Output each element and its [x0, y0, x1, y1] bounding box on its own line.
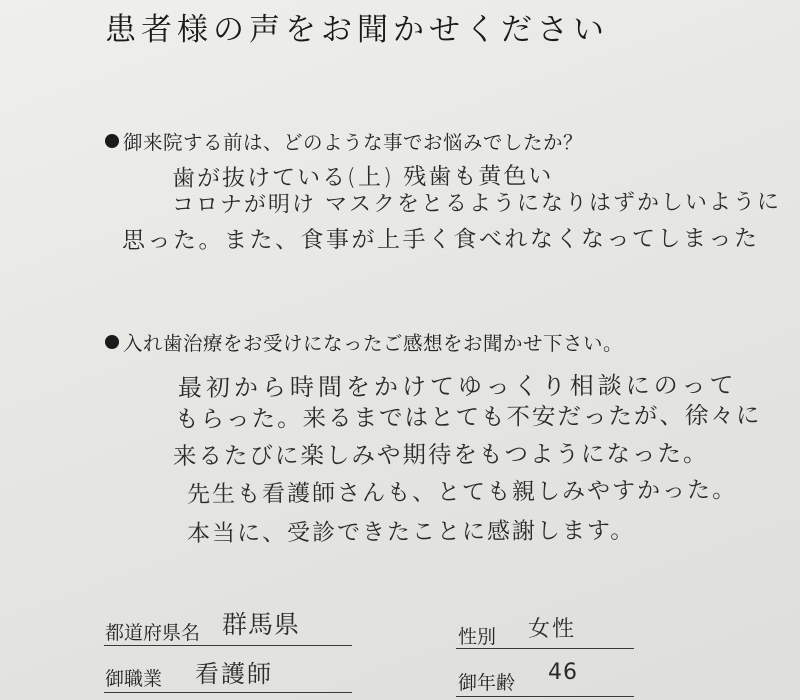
answer-1-line-1: 歯が抜けている(上) 残歯も黄色い — [171, 163, 554, 192]
question-2 — [105, 328, 623, 356]
answer-2-line-4: 先生も看護師さんも、とても親しみやすかった。 — [186, 477, 738, 508]
answer-2-line-1: 最初から時間をかけてゆっくり相談にのって — [177, 371, 738, 402]
age-value: 46 — [548, 660, 578, 685]
answer-2-line-3: 来るたびに楽しみや期待をもつようになった。 — [172, 439, 709, 470]
age-label: 御年齢 — [458, 672, 516, 694]
answer-2-line-2: もらった。来るまではとても不安だったが、徐々に — [174, 400, 762, 433]
sex-underline — [456, 648, 634, 649]
prefecture-label: 都道府県名 — [105, 622, 201, 644]
occupation-value: 看護師 — [195, 660, 273, 688]
age-underline — [456, 696, 634, 697]
sex-value: 女性 — [528, 617, 577, 642]
question-1-label: 御来院する前は、どのような事でお悩みでしたか？ — [123, 131, 584, 154]
occupation-label: 御職業 — [105, 668, 163, 690]
answer-1-line-2: コロナが明け マスクをとるようになりはずかしいように — [171, 189, 782, 218]
bullet-icon — [105, 134, 119, 148]
prefecture-underline — [104, 645, 352, 646]
bullet-icon — [105, 335, 119, 349]
answer-2-line-5: 本当に、受診できたことに感謝します。 — [186, 517, 636, 547]
answer-1-line-3: 思った。また、食事が上手く食べれなくなってしまった — [121, 225, 760, 254]
prefecture-value: 群馬県 — [222, 610, 301, 639]
question-2-label: 入れ歯治療をお受けになったご感想をお聞かせ下さい。 — [123, 332, 624, 355]
occupation-underline — [104, 692, 352, 693]
question-1 — [105, 127, 583, 155]
sex-label: 性別 — [458, 626, 497, 648]
form-title: 患者様の声をお聞かせください — [105, 12, 609, 48]
